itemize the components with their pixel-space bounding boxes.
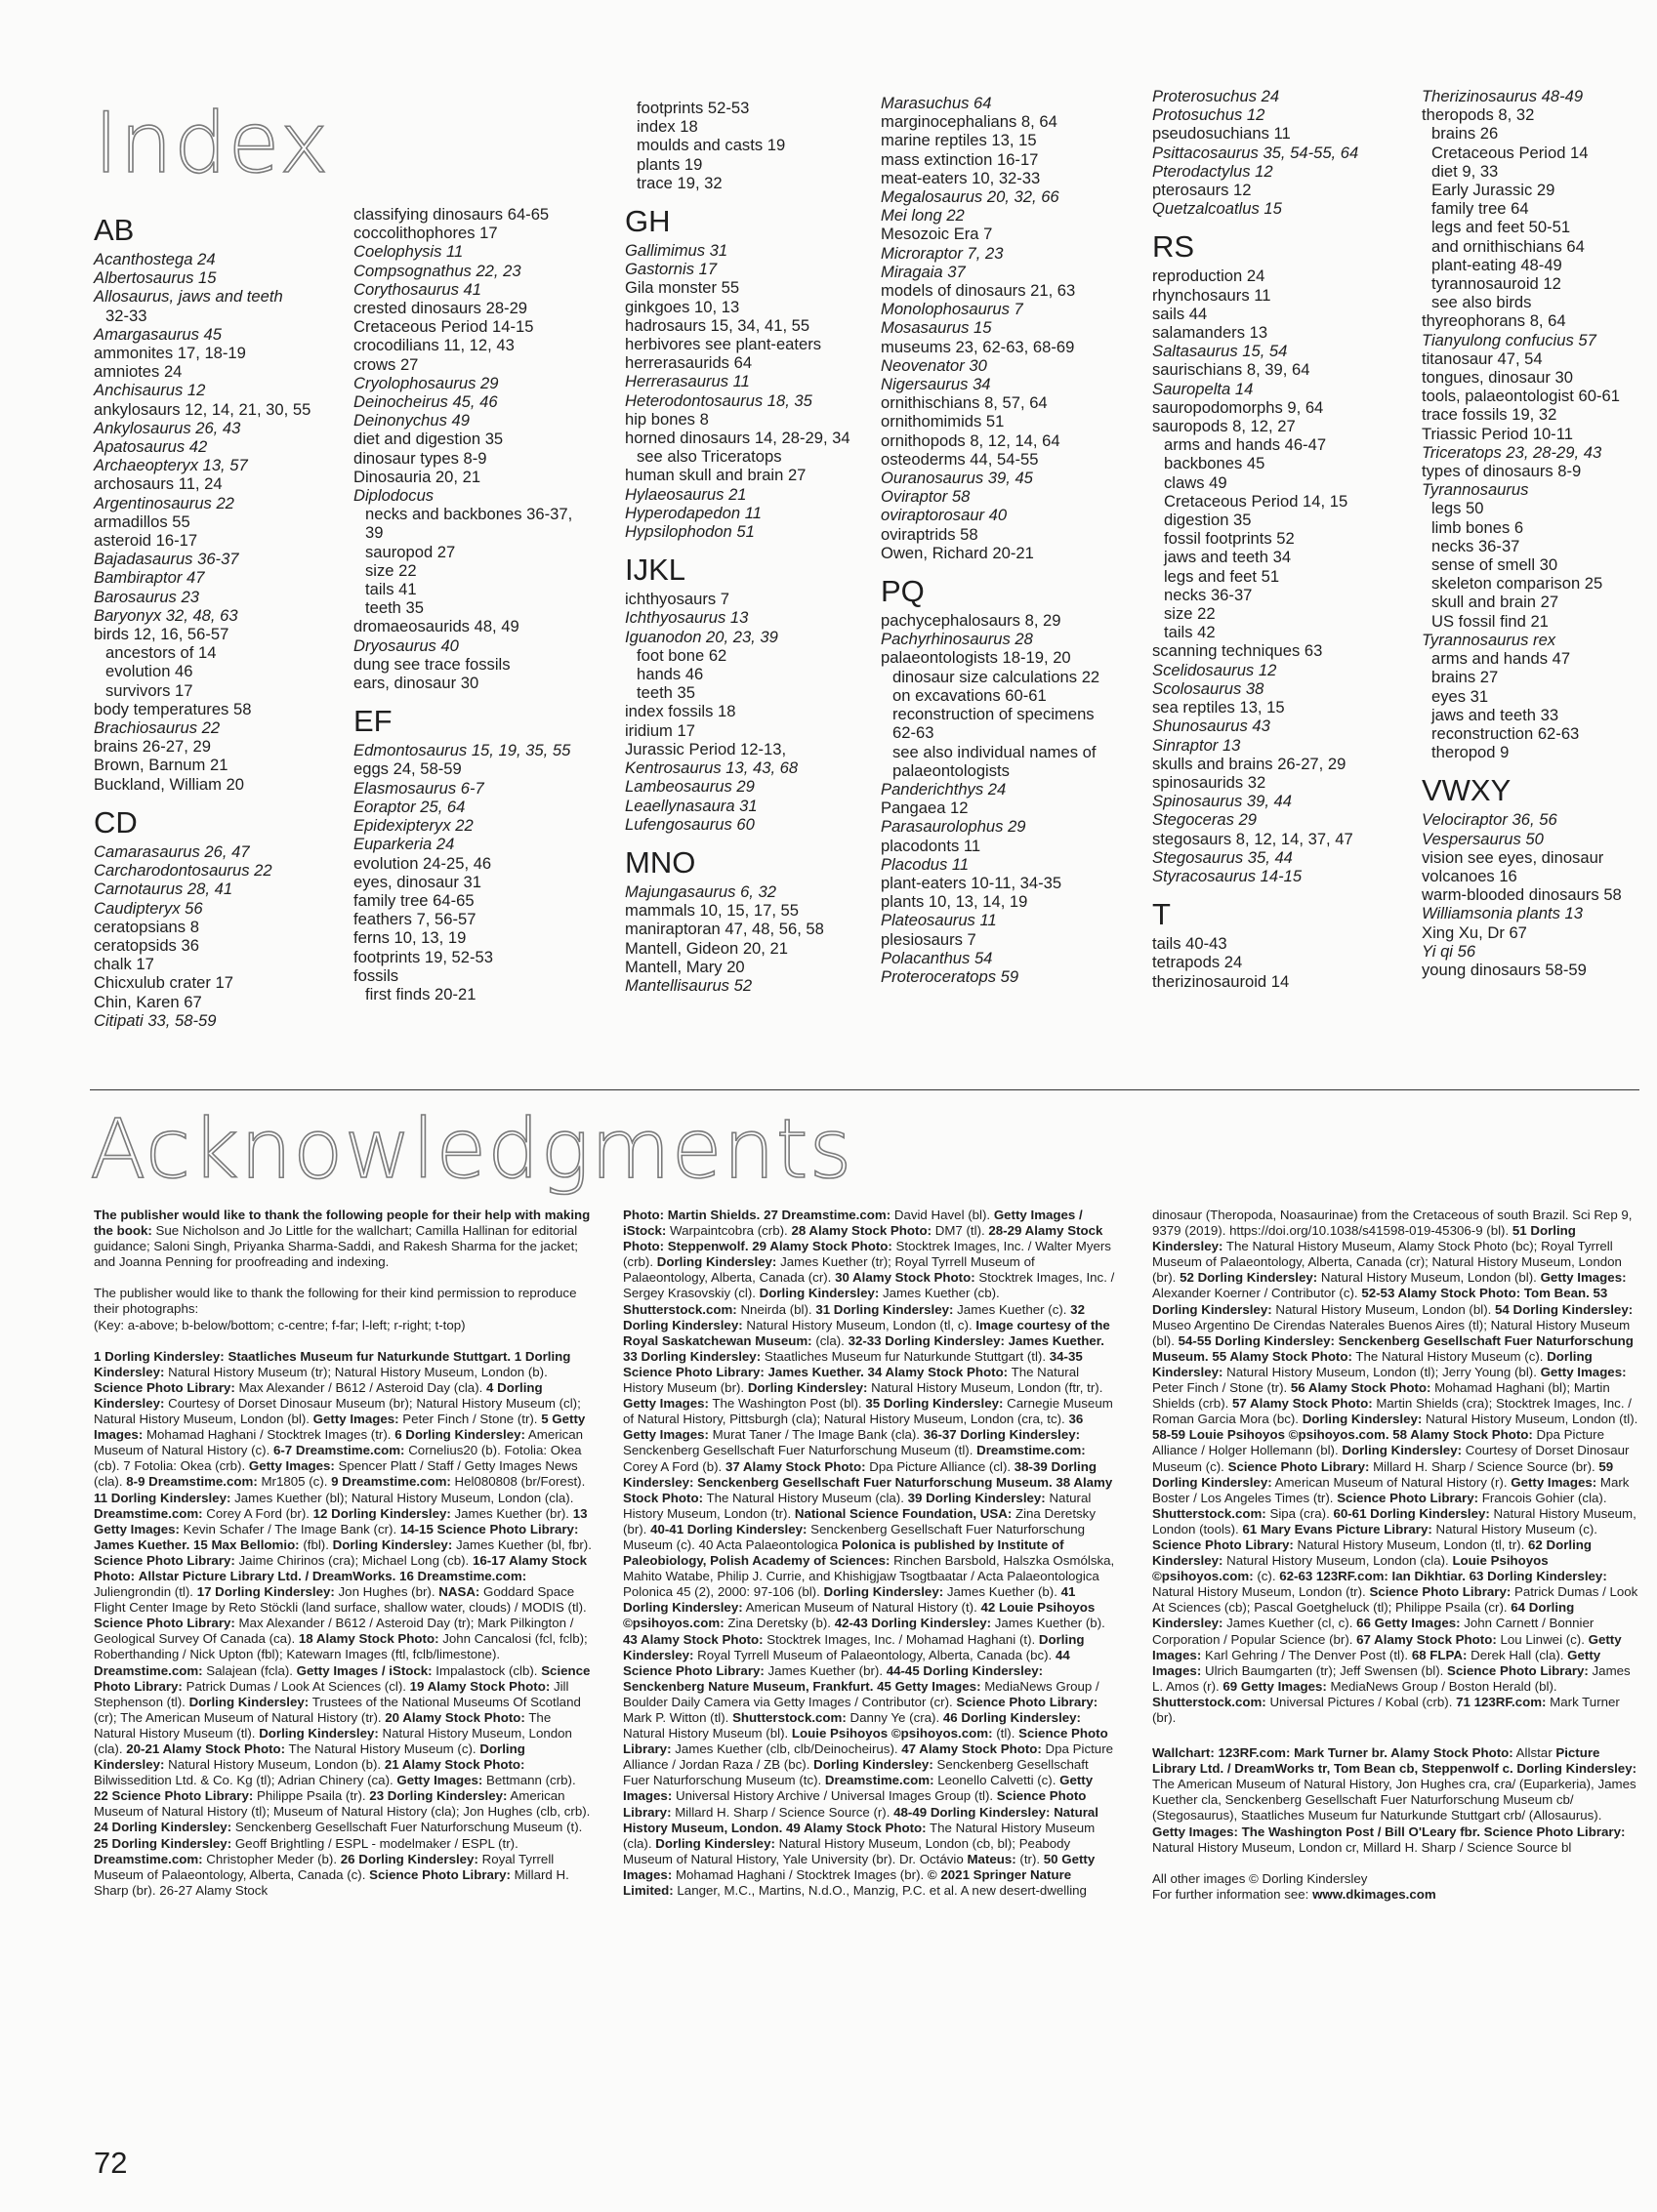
index-entry: Brachiosaurus 22 [94,718,221,738]
index-entry: Psittacosaurus 35, 54-55, 64 [1152,143,1359,162]
thanks-paragraph [94,1208,592,1270]
index-column-6 [1422,87,1622,979]
index-subentry: arms and hands 46-47 [1164,435,1327,455]
index-entry: Scelidosaurus 12 [1152,660,1277,679]
index-section-heading: PQ [881,574,925,609]
index-section-heading: VWXY [1422,773,1512,808]
index-entry: Compsognathus 22, 23 [353,261,521,280]
index-subentry: skeleton comparison 25 [1431,574,1603,594]
index-entry: sea reptiles 13, 15 [1152,698,1285,717]
index-subentry: arms and hands 47 [1431,649,1571,669]
index-subentry: backbones 45 [1164,454,1265,473]
index-column-2 [353,205,572,1004]
index-subentry: size 22 [365,560,417,580]
index-entry: Mei long 22 [881,206,965,225]
index-subentry: reconstruction 62-63 [1431,723,1580,743]
index-subentry: tyrannosauroid 12 [1431,274,1561,294]
index-entry: Yi qi 56 [1422,941,1476,961]
position-key: (Key: a-above; b-below/bottom; c-centre; f-far; l-left; r-right; t-top) [94,1317,466,1332]
further-info-text: For further information see: [1152,1886,1313,1902]
index-entry: Bajadasaurus 36-37 [94,550,239,569]
index-subentry: moulds and casts 19 [637,136,786,155]
index-entry: Lambeosaurus 29 [625,777,755,797]
index-entry: Pterodactylus 12 [1152,161,1273,181]
index-entry: marginocephalians 8, 64 [881,112,1057,132]
index-entry: museums 23, 62-63, 68-69 [881,337,1075,356]
index-entry: Xing Xu, Dr 67 [1422,922,1527,942]
page-number: 72 [94,2146,128,2180]
index-subentry: eyes 31 [1431,686,1489,706]
index-entry: dinosaur types 8-9 [353,448,487,468]
index-entry: eggs 24, 58-59 [353,759,462,779]
index-entry: plesiosaurs 7 [881,929,976,949]
index-entry: Tyrannosaurus [1422,480,1529,500]
index-entry: Gila monster 55 [625,278,740,298]
index-title: Index [94,95,330,192]
index-entry: Stegoceras 29 [1152,810,1258,830]
index-entry: Shunosaurus 43 [1152,717,1270,736]
index-entry: Allosaurus, jaws and teeth [94,287,283,307]
index-entry: Kentrosaurus 13, 43, 68 [625,758,799,778]
index-entry: Acanthostega 24 [94,250,216,268]
index-entry: Therizinosaurus 48-49 [1422,87,1584,105]
index-entry: Spinosaurus 39, 44 [1152,792,1292,811]
permission-paragraph [94,1286,592,1332]
thanks-lead: The publisher would like to thank the following people for their help with making the book: [94,1208,591,1239]
index-entry: Tianyulong confucius 57 [1422,330,1596,349]
index-subentry: index 18 [637,117,698,137]
index-entry: sauropods 8, 12, 27 [1152,417,1296,436]
index-entry: warm-blooded dinosaurs 58 [1422,885,1622,905]
index-entry: Monolophosaurus 7 [881,300,1023,319]
index-entry: tetrapods 24 [1152,953,1243,972]
index-entry: Leaellynasaura 31 [625,796,758,815]
index-entry: Marasuchus 64 [881,94,992,112]
index-entry: theropods 8, 32 [1422,105,1535,125]
index-entry: Mantellisaurus 52 [625,975,753,995]
index-entry: types of dinosaurs 8-9 [1422,462,1582,481]
acknowledgments-column-2 [623,1208,1115,1914]
index-entry: oviraptrids 58 [881,524,978,544]
index-entry: Carnotaurus 28, 41 [94,880,233,899]
index-column-5 [1152,87,1358,991]
index-subentry: brains 27 [1431,668,1499,687]
index-entry: Dinosauria 20, 21 [353,467,481,486]
acknowledgments-title: Acknowledgments [90,1101,853,1197]
index-entry: family tree 64-65 [353,890,475,910]
index-entry: Gallimimus 31 [625,241,728,261]
index-entry: Edmontosaurus 15, 19, 35, 55 [353,741,571,760]
wallchart-credits: Wallchart: 123RF.com: Mark Turner br. Alamy Stock Photo: Allstar Picture Library Ltd. / DreamWorks tr, Tom Bean cb, Steppenwolf c. Dorling Kindersley: The American Museum of Natural History, Jon Hughes cra, cra/ (Euparkeria), James Kuether cla, Senckenberg Gesellschaft Fuer Naturforschung Museum cb/ (Stegosaurus), Staatliches Museum fur Naturkunde Stuttgart crb/ (Allosaurus). Getty Images: The Washington Post / Bill O'Leary fbr. Science Photo Library: Natural History Museum, London cr, Millard H. Sharp / Science Source bl [1152,1745,1637,1855]
index-entry: birds 12, 16, 56-57 [94,625,229,644]
index-entry: Pachyrhinosaurus 28 [881,630,1033,649]
index-entry: Styracosaurus 14-15 [1152,866,1303,885]
index-entry: crocodilians 11, 12, 43 [353,336,515,355]
index-entry: fossils [353,965,399,985]
index-subentry: dinosaur size calculations 22 [892,667,1100,686]
index-entry: ornithischians 8, 57, 64 [881,393,1048,413]
index-entry: Bambiraptor 47 [94,568,205,588]
index-column-1 [94,213,311,1030]
other-images-note [1152,1871,1638,1903]
index-entry: horned dinosaurs 14, 28-29, 34 [625,429,850,448]
dkimages-link[interactable]: www.dkimages.com [1312,1886,1436,1902]
index-entry: Sinraptor 13 [1152,735,1241,755]
index-entry: therizinosauroid 14 [1152,971,1290,991]
index-entry: Deinocheirus 45, 46 [353,392,498,412]
index-entry: Ankylosaurus 26, 43 [94,418,241,437]
index-entry: marine reptiles 13, 15 [881,131,1037,150]
index-entry: salamanders 13 [1152,323,1268,343]
index-entry: dung see trace fossils [353,654,511,674]
index-subentry: US fossil find 21 [1431,611,1549,631]
photo-credits-2: Photo: Martin Shields. 27 Dreamstime.com: David Havel (bl). Getty Images / iStock: Warpaintcobra (crb). 28 Alamy Stock Photo: DM7 (tl). 28-29 Alamy Stock Photo: Steppenwolf. 29 Alamy Stock Photo: Stocktrek Images, Inc. / Walter Myers (crb). Dorling Kindersley: James Kuether (tr); Royal Tyrrell Museum of Palaeontology, Alberta, Canada (cr). 30 Alamy Stock Photo: Stocktrek Images, Inc. / Sergey Krasovskiy (cl). Dorling Kindersley: James Kuether (cb). Shutterstock.com: Nneirda (bl). 31 Dorling Kindersley: James Kuether (c). 32 Dorling Kindersley: Natural History Museum, London (tl, c). Image courtesy of the Royal Saskatchewan Museum: (cla). 32-33 Dorling Kindersley: James Kuether. 33 Dorling Kindersley: Staatliches Museum fur Naturkunde Stuttgart (tl). 34-35 Science Photo Library: James Kuether. 34 Alamy Stock Photo: The Natural History Museum (br). Dorling Kindersley: Natural History Museum, London (ftr, tr). Getty Images: The Washington Post (bl). 35 Dorling Kindersley: Carnegie Museum of Natural History, Pittsburgh (cla); Natural History Museum, London (cra, tc). 36 Getty Images: Murat Taner / The Image Bank (cla). 36-37 Dorling Kindersley: Senckenberg Gesellschaft Fuer Naturforschung Museum (tl). Dreamstime.com: Corey A Ford (b). 37 Alamy Stock Photo: Dpa Picture Alliance (cl). 38-39 Dorling Kindersley: Senckenberg Gesellschaft Fuer Naturforschung Museum. 38 Alamy Stock Photo: The Natural History Museum (cla). 39 Dorling Kindersley: Natural History Museum, London (tr). National Science Foundation, USA: Zina Deretsky (br). 40-41 Dorling Kindersley: Senckenberg Gesellschaft Fuer Naturforschung Museum (c). 40 Acta Palaeontologica Polonica is published by Institute of Paleobiology, Polish Academy of Sciences: Rinchen Barsbold, Halszka Osmólska, Mahito Watabe, Philip J. Currie, and Khishigjaw Tsogtbaatar / Acta Palaeontologica Polonica 45 (2), 2000: 97-106 (bl). Dorling Kindersley: James Kuether (b). 41 Dorling Kindersley: American Museum of Natural History (t). 42 Louie Psihoyos ©psihoyos.com: Zina Deretsky (b). 42-43 Dorling Kindersley: James Kuether (b). 43 Alamy Stock Photo: Stocktrek Images, Inc. / Mohamad Haghani (t). Dorling Kindersley: Royal Tyrrell Museum of Palaeontology, Alberta, Canada (bc). 44 Science Photo Library: James Kuether (br). 44-45 Dorling Kindersley: Senckenberg Nature Museum, Frankfurt. 45 Getty Images: MediaNews Group / Boulder Daily Camera via Getty Images / Contributor (cr). Science Photo Library: Mark P. Witton (tl). Shutterstock.com: Danny Ye (cra). 46 Dorling Kindersley: Natural History Museum (bl). Louie Psihoyos ©psihoyos.com: (tl). Science Photo Library: James Kuether (clb, clb/Deinocheirus). 47 Alamy Stock Photo: Dpa Picture Alliance / Jordan Raza / ZB (bc). Dorling Kindersley: Senckenberg Gesellschaft Fuer Naturforschung Museum (tc). Dreamstime.com: Leonello Calvetti (c). Getty Images: Universal History Archive / Universal Images Group (tl). Science Photo Library: Millard H. Sharp / Science Source (r). 48-49 Dorling Kindersley: Natural History Museum, London. 49 Alamy Stock Photo: The Natural History Museum (cla). Dorling Kindersley: Natural History Museum, London (cb, bl); Peabody Museum of Natural History, Yale University (br). Dr. Octávio Mateus: (tr). 50 Getty Images: Mohamad Haghani / Stocktrek Images (br). © 2021 Springer Nature Limited: Langer, M.C., Martins, N.d.O., Manzig, P.C. et al. A new desert-dwelling [623,1208,1115,1899]
index-subentry: claws 49 [1164,472,1227,492]
index-subentry: teeth 35 [637,683,695,703]
index-entry: coccolithophores 17 [353,224,498,243]
index-entry: Owen, Richard 20-21 [881,543,1034,562]
index-subentry: skull and brain 27 [1431,593,1559,612]
index-subentry: reconstruction of specimens [892,705,1095,724]
index-entry: Ouranosaurus 39, 45 [881,469,1033,488]
index-subentry: size 22 [1164,604,1216,624]
index-entry: Corythosaurus 41 [353,279,481,299]
index-entry: ankylosaurs 12, 14, 21, 30, 55 [94,399,311,419]
index-entry: Hyperodapedon 11 [625,503,762,522]
index-entry: Anchisaurus 12 [94,381,206,400]
index-entry: ceratopsids 36 [94,935,199,955]
index-subentry: jaws and teeth 33 [1431,705,1559,724]
index-entry: titanosaur 47, 54 [1422,348,1543,368]
index-subentry: legs 50 [1431,499,1484,518]
index-entry: ears, dinosaur 30 [353,674,479,693]
index-entry: thyreophorans 8, 64 [1422,311,1566,331]
index-subentry: sauropod 27 [365,542,456,561]
index-section-heading: AB [94,213,135,247]
index-entry: Nigersaurus 34 [881,375,991,394]
index-entry: Archaeopteryx 13, 57 [94,456,248,475]
index-entry: Argentinosaurus 22 [94,493,234,512]
index-entry: tools, palaeontologist 60-61 [1422,387,1620,406]
index-entry: index fossils 18 [625,702,736,721]
index-entry: Mesozoic Era 7 [881,225,993,244]
index-entry: rhynchosaurs 11 [1152,285,1271,305]
index-entry: Baryonyx 32, 48, 63 [94,605,238,625]
index-entry: Mantell, Gideon 20, 21 [625,938,788,958]
acknowledgments-column-1 [94,1208,592,1914]
index-subentry: diet 9, 33 [1431,161,1499,181]
index-entry: Panderichthys 24 [881,779,1007,799]
index-subentry: on excavations 60-61 [892,685,1047,705]
index-entry: feathers 7, 56-57 [353,910,476,929]
index-entry: Vespersaurus 50 [1422,829,1544,848]
index-entry: herrerasaurids 64 [625,353,753,373]
index-entry: Parasaurolophus 29 [881,817,1026,837]
index-entry: Coelophysis 11 [353,242,464,262]
index-entry: Elasmosaurus 6-7 [353,778,484,798]
index-subentry: palaeontologists [892,760,1010,780]
index-entry: brains 26-27, 29 [94,737,211,757]
index-subentry: plants 19 [637,154,703,174]
index-entry: Amargasaurus 45 [94,324,222,344]
other-images-text: All other images © Dorling Kindersley [1152,1870,1368,1886]
index-subentry: Early Jurassic 29 [1431,181,1555,200]
index-entry: Euparkeria 24 [353,835,455,854]
index-entry: Buckland, William 20 [94,774,245,794]
index-subentry: family tree 64 [1431,199,1529,219]
index-subentry: fossil footprints 52 [1164,529,1295,549]
index-entry: Deinonychus 49 [353,411,471,430]
index-entry: Pangaea 12 [881,799,969,818]
index-entry: Ichthyosaurus 13 [625,608,749,628]
index-entry: crested dinosaurs 28-29 [353,299,528,318]
index-entry: classifying dinosaurs 64-65 [353,205,550,224]
index-subentry: 39 [365,523,384,543]
index-subentry: and ornithischians 64 [1431,236,1585,256]
index-entry: spinosaurids 32 [1152,772,1266,792]
index-column-4 [881,94,1099,986]
index-entry: ichthyosaurs 7 [625,590,729,609]
index-entry: Stegosaurus 35, 44 [1152,847,1293,867]
index-entry: Chin, Karen 67 [94,992,202,1011]
index-subentry: hands 46 [637,665,704,684]
index-subentry: Cretaceous Period 14 [1431,143,1589,162]
index-entry: meat-eaters 10, 32-33 [881,168,1041,187]
index-subentry: see also Triceratops [637,447,782,467]
index-subentry: limb bones 6 [1431,517,1524,537]
index-subentry: first finds 20-21 [365,984,476,1004]
index-subentry: 32-33 [105,306,147,325]
index-entry: Plateosaurus 11 [881,911,997,930]
index-entry: Velociraptor 36, 56 [1422,810,1557,830]
index-entry: Epidexipteryx 22 [353,816,474,836]
index-entry: Herrerasaurus 11 [625,372,750,391]
index-entry: Carcharodontosaurus 22 [94,861,272,881]
index-entry: stegosaurs 8, 12, 14, 37, 47 [1152,829,1353,848]
index-entry: amniotes 24 [94,362,183,382]
index-subentry: trace 19, 32 [637,173,723,192]
index-entry: young dinosaurs 58-59 [1422,960,1587,979]
index-subentry: necks 36-37 [1431,536,1520,555]
index-entry: Scolosaurus 38 [1152,678,1264,698]
index-entry: saurischians 8, 39, 64 [1152,360,1310,380]
index-subentry: see also birds [1431,293,1532,312]
index-entry: pterosaurs 12 [1152,181,1252,200]
index-section-heading: RS [1152,229,1195,265]
index-section-heading: CD [94,804,138,840]
index-subentry: theropod 9 [1431,743,1510,762]
index-subentry: evolution 46 [105,662,193,681]
index-entry: pseudosuchians 11 [1152,124,1291,143]
index-entry: crows 27 [353,354,419,374]
index-entry: human skull and brain 27 [625,466,807,485]
index-entry: Proterosuchus 24 [1152,87,1280,105]
index-entry: eyes, dinosaur 31 [353,872,481,891]
index-entry: body temperatures 58 [94,699,252,718]
index-entry: Oviraptor 58 [881,487,971,507]
index-entry: Gastornis 17 [625,260,718,279]
index-entry: Majungasaurus 6, 32 [625,881,776,901]
index-subentry: sense of smell 30 [1431,555,1558,575]
acknowledgments-column-3 [1152,1208,1638,1918]
index-subentry: brains 26 [1431,124,1499,143]
index-entry: volcanoes 16 [1422,866,1517,885]
index-subentry: necks 36-37 [1164,585,1253,604]
index-column-3 [625,99,850,995]
index-entry: plants 10, 13, 14, 19 [881,892,1028,912]
index-section-heading: T [1152,897,1171,932]
index-entry: plant-eaters 10-11, 34-35 [881,873,1062,892]
index-entry: armadillos 55 [94,512,190,531]
index-entry: Triceratops 23, 28-29, 43 [1422,442,1602,462]
index-entry: Placodus 11 [881,854,970,874]
index-entry: palaeontologists 18-19, 20 [881,648,1071,668]
index-entry: Hypsilophodon 51 [625,522,755,542]
section-divider [90,1089,1639,1090]
index-subentry: footprints 52-53 [637,99,750,117]
index-subentry: 62-63 [892,723,934,743]
index-entry: Apatosaurus 42 [94,437,208,457]
index-entry: Polacanthus 54 [881,948,993,967]
index-entry: Saltasaurus 15, 54 [1152,342,1288,361]
index-entry: pachycephalosaurs 8, 29 [881,611,1061,631]
index-entry: Proteroceratops 59 [881,966,1019,986]
index-section-heading: IJKL [625,553,686,588]
index-entry: scanning techniques 63 [1152,641,1323,661]
index-entry: tongues, dinosaur 30 [1422,368,1573,388]
index-subentry: tails 42 [1164,623,1216,642]
index-entry: evolution 24-25, 46 [353,853,492,873]
index-entry: Miragaia 37 [881,262,966,281]
index-entry: sauropodomorphs 9, 64 [1152,397,1324,417]
index-entry: Sauropelta 14 [1152,379,1254,398]
index-subentry: foot bone 62 [637,645,727,665]
index-subentry: plant-eating 48-49 [1431,255,1562,274]
index-entry: iridium 17 [625,720,695,740]
index-subentry: teeth 35 [365,598,424,618]
index-entry: hadrosaurs 15, 34, 41, 55 [625,315,810,335]
index-entry: Mantell, Mary 20 [625,957,745,976]
index-entry: ornithopods 8, 12, 14, 64 [881,430,1060,450]
index-entry: Diplodocus [353,486,435,506]
index-entry: placodonts 11 [881,836,981,855]
index-entry: Neovenator 30 [881,355,987,375]
index-subentry: legs and feet 51 [1164,566,1280,586]
index-entry: tails 40-43 [1152,934,1227,954]
index-entry: ferns 10, 13, 19 [353,928,467,948]
index-entry: models of dinosaurs 21, 63 [881,281,1076,301]
index-entry: Dryosaurus 40 [353,635,459,655]
index-entry: reproduction 24 [1152,266,1265,286]
index-section-heading: GH [625,204,671,239]
index-subentry: jaws and teeth 34 [1164,548,1292,567]
index-subentry: legs and feet 50-51 [1431,218,1571,237]
index-entry: Williamsonia plants 13 [1422,904,1583,923]
thanks-text: Sue Nicholson and Jo Little for the wallchart; Camilla Hallinan for editorial guidance; Saloni Singh, Priyanka Sharma-Saddi, and Rakesh Sharma for the jacket; and Joanna Penning for proofreading and indexing. [94,1223,578,1270]
index-entry: dromaeosaurids 48, 49 [353,617,519,636]
index-entry: osteoderms 44, 54-55 [881,449,1039,469]
index-entry: vision see eyes, dinosaur [1422,847,1604,867]
index-entry: footprints 19, 52-53 [353,947,493,966]
index-entry: trace fossils 19, 32 [1422,405,1557,425]
index-section-heading: EF [353,704,393,739]
index-entry: Triassic Period 10-11 [1422,424,1573,443]
index-entry: Hylaeosaurus 21 [625,484,747,504]
index-subentry: tails 41 [365,580,417,599]
index-entry: ornithomimids 51 [881,412,1005,431]
index-entry: Heterodontosaurus 18, 35 [625,390,812,410]
index-entry: Tyrannosaurus rex [1422,630,1556,649]
index-entry: Microraptor 7, 23 [881,243,1004,263]
index-entry: ammonites 17, 18-19 [94,344,246,363]
permission-text: The publisher would like to thank the following for their kind permission to reproduce their photographs: [94,1286,577,1317]
index-entry: Iguanodon 20, 23, 39 [625,627,778,646]
index-entry: Brown, Barnum 21 [94,756,228,775]
index-subentry: digestion 35 [1164,511,1252,530]
index-entry: Albertosaurus 15 [94,268,217,288]
index-section-heading: MNO [625,844,696,880]
index-entry: maniraptoran 47, 48, 56, 58 [625,920,824,939]
index-entry: Quetzalcoatlus 15 [1152,199,1282,219]
photo-credits-1: 1 Dorling Kindersley: Staatliches Museum fur Naturkunde Stuttgart. 1 Dorling Kindersley: Natural History Museum (tr); Natural History Museum, London (b). Science Photo Library: Max Alexander / B612 / Asteroid Day (cla). 4 Dorling Kindersley: Courtesy of Dorset Dinosaur Museum (br); Natural History Museum (cl); Natural History Museum, London (bl). Getty Images: Peter Finch / Stone (tr). 5 Getty Images: Mohamad Haghani / Stocktrek Images (tr). 6 Dorling Kindersley: American Museum of Natural History (c). 6-7 Dreamstime.com: Cornelius20 (b). Fotolia: Okea (cb). 7 Fotolia: Okea (crb). Getty Images: Spencer Platt / Staff / Getty Images News (cla). 8-9 Dreamstime.com: Mr1805 (c). 9 Dreamstime.com: Hel080808 (br/Forest). 11 Dorling Kindersley: James Kuether (bl); Natural History Museum, London (cla). Dreamstime.com: Corey A Ford (br). 12 Dorling Kindersley: James Kuether (br). 13 Getty Images: Kevin Schafer / The Image Bank (cr). 14-15 Science Photo Library: James Kuether. 15 Max Bellomio: (fbl). Dorling Kindersley: James Kuether (bl, fbr). Science Photo Library: Jaime Chirinos (cra); Michael Long (cb). 16-17 Alamy Stock Photo: Allstar Picture Library Ltd. / DreamWorks. 16 Dreamstime.com: Juliengrondin (tl). 17 Dorling Kindersley: Jon Hughes (br). NASA: Goddard Space Flight Center Image by Reto Stöckli (land surface, shallow water, clouds) / MODIS (tl). Science Photo Library: Max Alexander / B612 / Asteroid Day (tr); Mark Pilkington / Geological Survey Of Canada (ca). 18 Alamy Stock Photo: John Cancalosi (fcl, fclb); Roberthanding / Nick Upton (fbl); Katewarn Images (ftl, fclb/limestone). Dreamstime.com: Salajean (fcla). Getty Images / iStock: Impalastock (clb). Science Photo Library: Patrick Dumas / Look At Sciences (cl). 19 Alamy Stock Photo: Jill Stephenson (tl). Dorling Kindersley: Trustees of the National Museums Of Scotland (cr); The American Museum of Natural History (tr). 20 Alamy Stock Photo: The Natural History Museum (tl). Dorling Kindersley: Natural History Museum, London (cla). 20-21 Alamy Stock Photo: The Natural History Museum (c). Dorling Kindersley: Natural History Museum, London (b). 21 Alamy Stock Photo: Bilwissedition Ltd. & Co. Kg (tl); Adrian Chinery (ca). Getty Images: Bettmann (crb). 22 Science Photo Library: Philippe Psaila (tr). 23 Dorling Kindersley: American Museum of Natural History (tl); Museum of Natural History (cla); Jon Hughes (clb, crb). 24 Dorling Kindersley: Senckenberg Gesellschaft Fuer Naturforschung Museum (t). 25 Dorling Kindersley: Geoff Brightling / ESPL - modelmaker / ESPL (tr). Dreamstime.com: Christopher Meder (b). 26 Dorling Kindersley: Royal Tyrrell Museum of Palaeontology, Alberta, Canada (c). Science Photo Library: Millard H. Sharp (br). 26-27 Alamy Stock [94,1348,592,1898]
index-subentry: Cretaceous Period 14, 15 [1164,491,1348,511]
index-entry: Camarasaurus 26, 47 [94,841,250,861]
index-entry: Mosasaurus 15 [881,318,992,338]
index-entry: Cretaceous Period 14-15 [353,317,534,337]
index-entry: Lufengosaurus 60 [625,814,755,834]
index-entry: Megalosaurus 20, 32, 66 [881,187,1059,207]
index-entry: Protosuchus 12 [1152,105,1265,125]
index-subentry: survivors 17 [105,680,193,700]
index-entry: mammals 10, 15, 17, 55 [625,901,800,921]
index-entry: Jurassic Period 12-13, [625,739,787,758]
index-entry: oviraptorosaur 40 [881,506,1008,525]
index-entry: Cryolophosaurus 29 [353,373,499,392]
index-entry: ceratopsians 8 [94,917,199,936]
index-entry: diet and digestion 35 [353,430,504,449]
index-entry: Barosaurus 23 [94,587,199,606]
index-entry: Chicxulub crater 17 [94,973,233,993]
index-subentry: see also individual names of [892,742,1097,761]
index-subentry: necks and backbones 36-37, [365,505,573,524]
index-entry: mass extinction 16-17 [881,149,1039,169]
index-entry: Eoraptor 25, 64 [353,797,466,816]
index-entry: Caudipteryx 56 [94,898,203,918]
index-subentry: ancestors of 14 [105,643,217,663]
index-entry: hip bones 8 [625,409,709,429]
index-entry: chalk 17 [94,955,154,974]
index-entry: archosaurs 11, 24 [94,474,223,494]
index-entry: Citipati 33, 58-59 [94,1010,217,1030]
photo-credits-3: dinosaur (Theropoda, Noasaurinae) from the Cretaceous of south Brazil. Sci Rep 9, 9379 (2019). https://doi.org/10.1038/s41598-019-45306-9 (bl). 51 Dorling Kindersley: The Natural History Museum, Alamy Stock Photo (bc); Royal Tyrrell Museum of Palaeontology, Alberta, Canada (cr); Natural History Museum, London (br). 52 Dorling Kindersley: Natural History Museum, London (bl). Getty Images: Alexander Koerner / Contributor (c). 52-53 Alamy Stock Photo: Tom Bean. 53 Dorling Kindersley: Natural History Museum, London (bl). 54 Dorling Kindersley: Museo Argentino De Cirendas Naterales Buenos Aires (tl); Natural History Museum (bl). 54-55 Dorling Kindersley: Senckenberg Gesellschaft Fuer Naturforschung Museum. 55 Alamy Stock Photo: The Natural History Museum (c). Dorling Kindersley: Natural History Museum, London (tl); Jerry Young (bl). Getty Images: Peter Finch / Stone (tr). 56 Alamy Stock Photo: Mohamad Haghani (bl); Martin Shields (crb). 57 Alamy Stock Photo: Martin Shields (cra); Stocktrek Images, Inc. / Roman Garcia Mora (bc). Dorling Kindersley: Natural History Museum, London (tl). 58-59 Louie Psihoyos ©psihoyos.com. 58 Alamy Stock Photo: Dpa Picture Alliance / Holger Hollemann (bl). Dorling Kindersley: Courtesy of Dorset Dinosaur Museum (c). Science Photo Library: Millard H. Sharp / Science Source (br). 59 Dorling Kindersley: American Museum of Natural History (r). Getty Images: Mark Boster / Los Angeles Times (tr). Science Photo Library: Francois Gohier (cla). Shutterstock.com: Sipa (cra). 60-61 Dorling Kindersley: Natural History Museum, London (tools). 61 Mary Evans Picture Library: Natural History Museum (c). Science Photo Library: Natural History Museum, London (tl, tr). 62 Dorling Kindersley: Natural History Museum, London (cla). Louie Psihoyos ©psihoyos.com: (c). 62-63 123RF.com: Ian Dikhtiar. 63 Dorling Kindersley: Natural History Museum, London (tr). Science Photo Library: Patrick Dumas / Look At Sciences (cb); Pascal Goetgheluck (tl); Philippe Psaila (cr). 64 Dorling Kindersley: James Kuether (cl, c). 66 Getty Images: John Carnett / Bonnier Corporation / Popular Science (br). 67 Alamy Stock Photo: Lou Linwei (c). Getty Images: Karl Gehring / The Denver Post (tl). 68 FLPA: Derek Hall (cla). Getty Images: Ulrich Baumgarten (tr); Jeff Swensen (bl). Science Photo Library: James L. Amos (r). 69 Getty Images: MediaNews Group / Boston Herald (bl). Shutterstock.com: Universal Pictures / Kobal (crb). 71 123RF.com: Mark Turner (br). [1152,1208,1638,1725]
index-entry: sails 44 [1152,304,1208,323]
index-entry: herbivores see plant-eaters [625,335,822,354]
index-entry: ginkgoes 10, 13 [625,297,740,316]
index-entry: skulls and brains 26-27, 29 [1152,754,1346,773]
index-entry: asteroid 16-17 [94,531,198,551]
